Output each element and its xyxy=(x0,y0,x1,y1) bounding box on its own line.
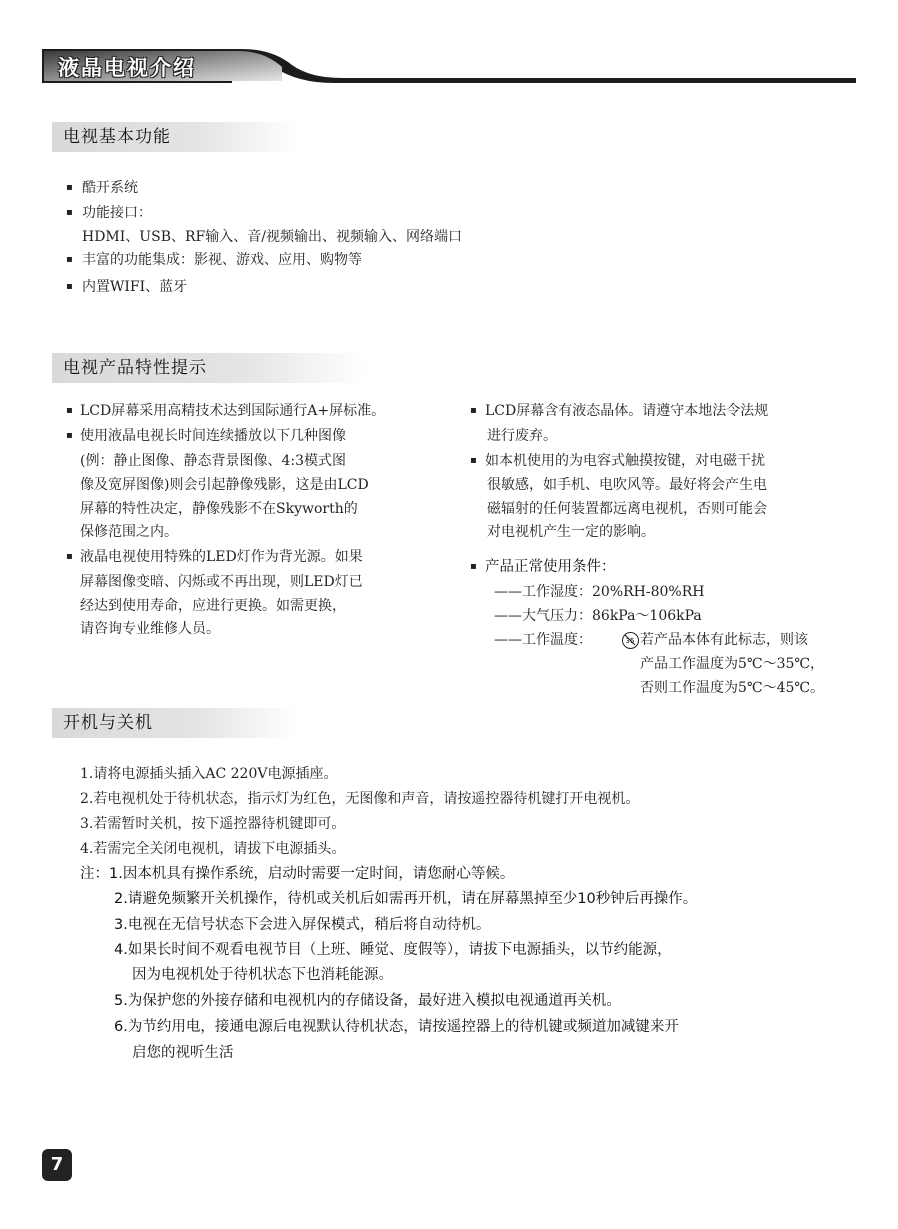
bullet-icon: ▪ xyxy=(66,254,73,265)
condition-humidity: ——工作湿度：20%RH-80%RH xyxy=(494,584,705,600)
list-item: 酷开系统 xyxy=(82,180,138,196)
bullet-icon: ▪ xyxy=(470,455,477,466)
list-item: 内置WIFI、蓝牙 xyxy=(82,279,188,295)
bullet-icon: ▪ xyxy=(66,207,73,218)
list-item: 很敏感，如手机、电吹风等。最好将会产生电 xyxy=(487,477,767,493)
note-item: 因为电视机处于待机状态下也消耗能源。 xyxy=(132,967,393,983)
condition-temperature-text: 若产品本体有此标志，则该 xyxy=(640,632,808,648)
list-item: 保修范围之内。 xyxy=(80,524,178,540)
condition-pressure: ——大气压力：86kPa～106kPa xyxy=(494,608,702,624)
condition-temperature-label: ——工作温度： xyxy=(494,632,592,648)
list-item: 丰富的功能集成：影视、游戏、应用、购物等 xyxy=(82,252,362,268)
bullet-icon: ▪ xyxy=(66,281,73,292)
bullet-icon: ▪ xyxy=(66,182,73,193)
step-item: 4.若需完全关闭电视机，请拔下电源插头。 xyxy=(80,841,346,857)
note-item: 6.为节约用电，接通电源后电视默认待机状态，请按遥控器上的待机键或频道加减键来开 xyxy=(114,1019,679,1035)
bullet-icon: ▪ xyxy=(470,561,477,572)
bullet-icon: ▪ xyxy=(470,405,477,416)
header-title: 液晶电视介绍 xyxy=(58,56,196,80)
list-item: 屏幕的特性决定，静像残影不在Skyworth的 xyxy=(80,501,358,517)
bullet-icon: ▪ xyxy=(66,551,73,562)
condition-temperature-text: 产品工作温度为5℃～35℃， xyxy=(640,656,825,672)
list-item: 进行废弃。 xyxy=(487,428,557,444)
list-item: 对电视机产生一定的影响。 xyxy=(487,524,655,540)
temperature-mark-icon xyxy=(622,632,639,649)
list-item: 磁辐射的任何装置都远离电视机，否则可能会 xyxy=(487,501,767,517)
note-item: 2.请避免频繁开关机操作，待机或关机后如需再开机，请在屏幕黑掉至少10秒钟后再操作。 xyxy=(114,891,698,907)
list-item: 如本机使用的为电容式触摸按键，对电磁干扰 xyxy=(485,453,765,469)
list-item: 经达到使用寿命，应进行更换。如需更换， xyxy=(80,598,346,614)
conditions-title: 产品正常使用条件： xyxy=(485,559,616,575)
list-item: 屏幕图像变暗、闪烁或不再出现，则LED灯已 xyxy=(80,574,363,590)
list-item: 像及宽屏图像)则会引起静像残影，这是由LCD xyxy=(80,477,369,493)
note-item: 启您的视听生活 xyxy=(132,1045,234,1061)
note-item: 4.如果长时间不观看电视节目（上班、睡觉、度假等），请拔下电源插头，以节约能源， xyxy=(114,942,672,958)
list-item: (例：静止图像、静态背景图像、4:3模式图 xyxy=(80,453,346,469)
section-heading-tips: 电视产品特性提示 xyxy=(52,353,367,383)
step-item: 2.若电视机处于待机状态，指示灯为红色，无图像和声音，请按遥控器待机键打开电视机。 xyxy=(80,791,640,807)
page-number: 7 xyxy=(42,1149,72,1181)
condition-temperature-text: 否则工作温度为5℃～45℃。 xyxy=(640,680,825,696)
list-item: LCD屏幕含有液态晶体。请遵守本地法令法规 xyxy=(485,403,769,419)
section-heading-power: 开机与关机 xyxy=(52,708,297,738)
list-item: 使用液晶电视长时间连续播放以下几种图像 xyxy=(80,428,346,444)
svg-text:35: 35 xyxy=(625,637,635,645)
bullet-icon: ▪ xyxy=(66,430,73,441)
list-item: 请咨询专业维修人员。 xyxy=(80,621,220,637)
section-heading-basic: 电视基本功能 xyxy=(52,122,297,152)
note-item: 注：1.因本机具有操作系统，启动时需要一定时间，请您耐心等候。 xyxy=(80,866,515,882)
list-item: HDMI、USB、RF输入、音/视频输出、视频输入、网络端口 xyxy=(82,229,462,245)
page-header xyxy=(42,47,856,87)
note-item: 5.为保护您的外接存储和电视机内的存储设备，最好进入模拟电视通道再关机。 xyxy=(114,993,621,1009)
bullet-icon: ▪ xyxy=(66,405,73,416)
step-item: 3.若需暂时关机，按下遥控器待机键即可。 xyxy=(80,816,346,832)
list-item: 液晶电视使用特殊的LED灯作为背光源。如果 xyxy=(80,549,363,565)
step-item: 1.请将电源插头插入AC 220V电源插座。 xyxy=(80,766,338,782)
note-item: 3.电视在无信号状态下会进入屏保模式，稍后将自动待机。 xyxy=(114,917,491,933)
list-item: LCD屏幕采用高精技术达到国际通行A+屏标准。 xyxy=(80,403,386,419)
list-item: 功能接口： xyxy=(82,205,152,221)
